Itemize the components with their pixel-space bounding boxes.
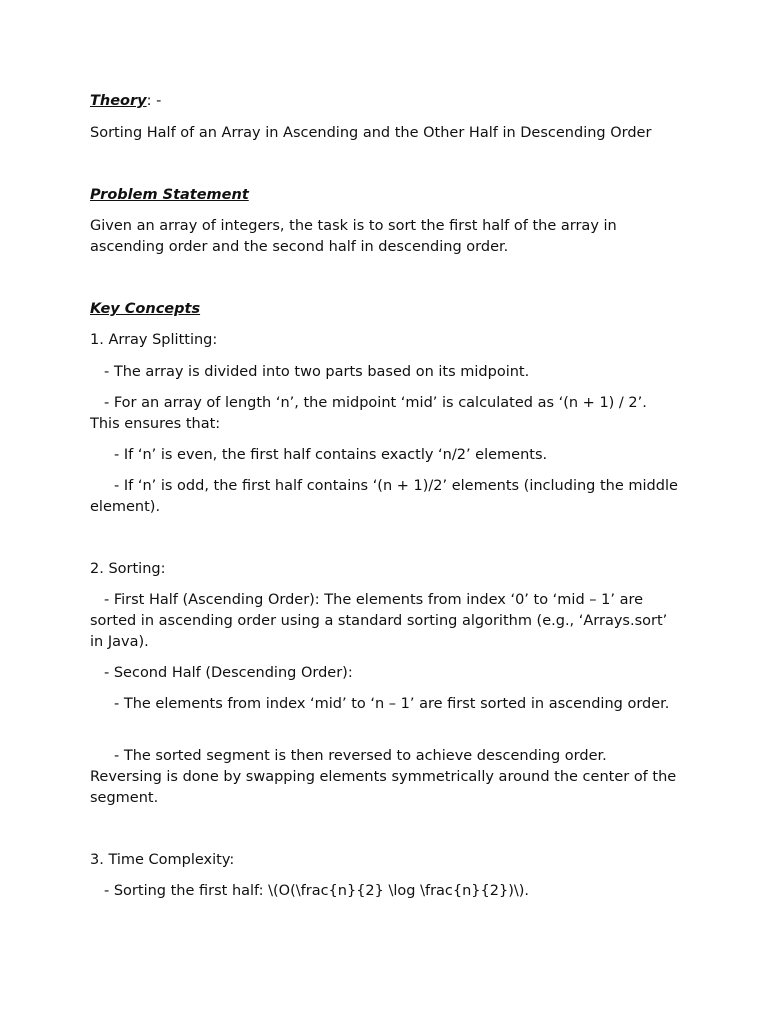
time-complexity-title: 3. Time Complexity: (90, 852, 235, 868)
time-complexity-point-1: - Sorting the first half: \(O(\frac{n}{2} \log \frac{n}{2})\). (104, 883, 530, 899)
splitting-odd: - If ‘n’ is odd, the first half contains ‘(n + 1)/2’ elements (including the middle element). (90, 478, 678, 515)
splitting-point-2: - For an array of length ‘n’, the midpoint ‘mid’ is calculated as ‘(n + 1) / 2’. This ensures that: (90, 395, 647, 432)
sorting-title: 2. Sorting: (90, 561, 166, 577)
sorting-first-half: - First Half (Ascending Order): The elements from index ‘0’ to ‘mid – 1’ are sorted in ascending order using a standard sorting algorithm (e.g., ‘Arrays.sort’ in Java). (90, 592, 668, 650)
sorting-second-half: - Second Half (Descending Order): (104, 665, 353, 681)
sorting-second-half-step-1: - The elements from index ‘mid’ to ‘n – 1’ are first sorted in ascending order. (114, 696, 670, 712)
theory-heading: Theory (90, 93, 147, 109)
problem-heading: Problem Statement (90, 187, 249, 203)
splitting-even: - If ‘n’ is even, the first half contains exactly ‘n/2’ elements. (114, 447, 548, 463)
concepts-heading: Key Concepts (90, 301, 201, 317)
theory-heading-line (90, 91, 680, 112)
problem-text: Given an array of integers, the task is to sort the first half of the array in ascending order and the second half in descending order. (90, 218, 617, 255)
splitting-point-1: - The array is divided into two parts based on its midpoint. (104, 364, 530, 380)
splitting-title: 1. Array Splitting: (90, 332, 218, 348)
theory-title: Sorting Half of an Array in Ascending and the Other Half in Descending Order (90, 125, 652, 141)
sorting-second-half-step-2: - The sorted segment is then reversed to achieve descending order. Reversing is done by swapping elements symmetrically around the center of the segment. (90, 748, 677, 806)
theory-heading-suffix: : - (146, 93, 162, 109)
